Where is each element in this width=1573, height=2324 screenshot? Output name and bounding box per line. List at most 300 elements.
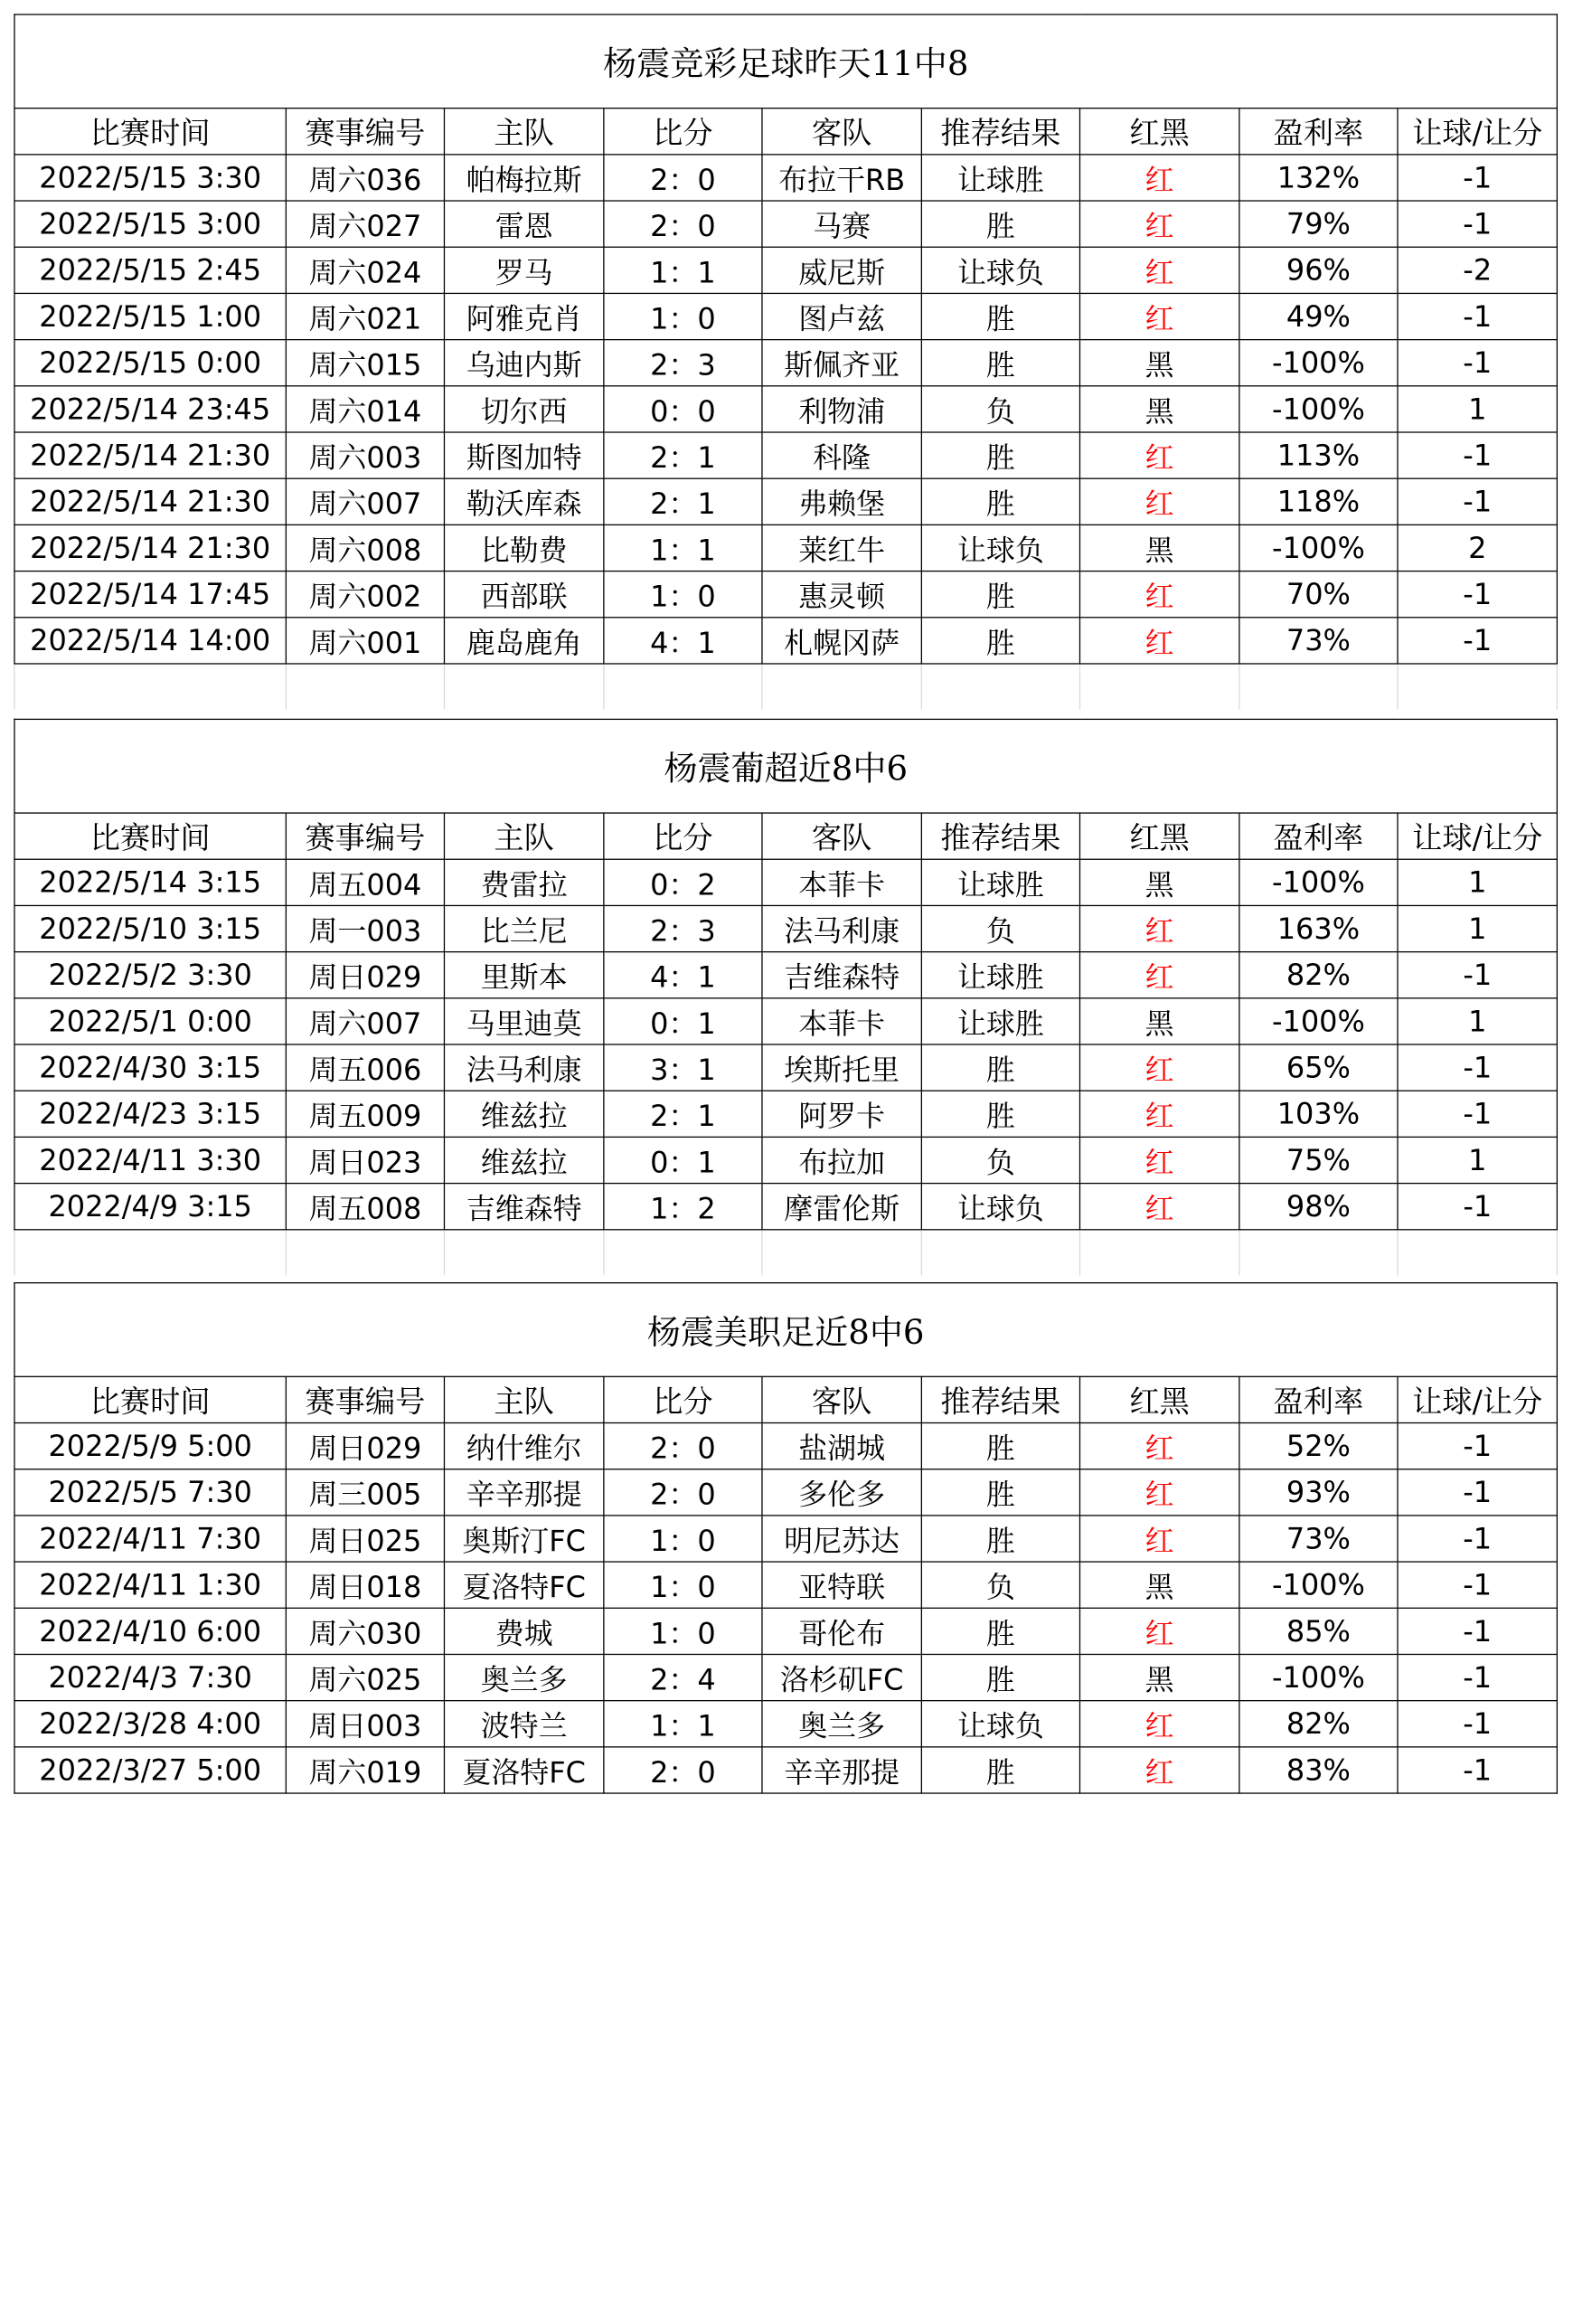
away-score: 1 <box>697 1099 716 1133</box>
empty-cell <box>1398 664 1558 710</box>
empty-cell <box>604 664 762 710</box>
score-separator: ： <box>668 209 698 243</box>
home-team: 比勒费 <box>444 524 603 571</box>
score-separator: ： <box>668 255 698 289</box>
away-score: 1 <box>697 1006 716 1040</box>
column-header: 比分 <box>604 109 762 155</box>
handicap: 2 <box>1398 524 1558 571</box>
header-row <box>14 109 1558 155</box>
profit-rate: 98% <box>1239 1184 1398 1230</box>
column-header: 比分 <box>604 813 762 859</box>
recommendation-result: 让球负 <box>921 247 1079 293</box>
recommendation-result: 让球负 <box>921 1184 1079 1230</box>
home-team: 里斯本 <box>444 952 603 998</box>
red-black-status: 红 <box>1079 432 1239 478</box>
away-team: 摩雷伦斯 <box>762 1184 921 1230</box>
handicap: 1 <box>1398 386 1558 432</box>
section-title-row <box>14 14 1558 109</box>
match-time: 2022/5/9 5:00 <box>14 1423 286 1469</box>
home-team: 斯图加特 <box>444 432 603 478</box>
match-time: 2022/4/11 7:30 <box>14 1516 286 1562</box>
profit-rate: 73% <box>1239 1516 1398 1562</box>
match-id: 周六003 <box>286 432 444 478</box>
match-row <box>14 1747 1557 1793</box>
match-id: 周六001 <box>286 618 444 664</box>
score <box>604 1701 762 1747</box>
home-score: 2 <box>650 487 669 521</box>
away-score: 1 <box>697 959 716 994</box>
away-score: 0 <box>697 1570 716 1604</box>
column-header: 盈利率 <box>1239 1376 1398 1422</box>
match-id: 周六036 <box>286 155 444 201</box>
recommendation-result: 胜 <box>921 432 1079 478</box>
header-row <box>14 1376 1557 1422</box>
home-score: 0 <box>650 1006 669 1040</box>
column-header: 比赛时间 <box>14 109 286 155</box>
home-team: 费城 <box>444 1608 603 1654</box>
home-team: 乌迪内斯 <box>444 340 603 386</box>
red-black-status: 红 <box>1079 1701 1239 1747</box>
away-score: 0 <box>697 162 716 196</box>
recommendation-result: 负 <box>921 1137 1079 1183</box>
red-black-status: 黑 <box>1079 386 1239 432</box>
match-row <box>14 998 1558 1044</box>
match-id: 周日025 <box>286 1516 444 1562</box>
match-row <box>14 1562 1557 1608</box>
away-score: 1 <box>697 439 716 475</box>
empty-cell <box>1398 1230 1558 1276</box>
match-row <box>14 1091 1558 1137</box>
column-header: 盈利率 <box>1239 109 1398 155</box>
column-header: 红黑 <box>1079 1376 1239 1422</box>
handicap: -1 <box>1398 340 1558 386</box>
handicap: 1 <box>1398 1137 1558 1183</box>
score-separator: ： <box>668 625 698 659</box>
home-team: 奥斯汀FC <box>444 1516 603 1562</box>
column-header: 让球/让分 <box>1398 109 1558 155</box>
score-separator: ： <box>668 1052 698 1087</box>
red-black-status: 红 <box>1079 478 1239 524</box>
section-table <box>14 14 1558 709</box>
away-score: 1 <box>697 255 716 289</box>
handicap: -1 <box>1398 1423 1557 1469</box>
match-id: 周五004 <box>286 859 444 905</box>
match-time: 2022/5/15 3:30 <box>14 155 286 201</box>
score-separator: ： <box>668 1616 698 1650</box>
home-score: 1 <box>650 1616 669 1650</box>
profit-rate: 49% <box>1239 293 1398 339</box>
red-black-status: 红 <box>1079 1747 1239 1793</box>
recommendation-result: 负 <box>921 386 1079 432</box>
empty-cell <box>1079 664 1239 710</box>
away-team: 布拉干RB <box>762 155 921 201</box>
empty-cell <box>762 1230 921 1276</box>
away-score: 0 <box>697 393 716 428</box>
away-score: 1 <box>697 1145 716 1179</box>
home-score: 0 <box>650 1145 669 1179</box>
handicap: -1 <box>1398 432 1558 478</box>
recommendation-result: 负 <box>921 1562 1079 1608</box>
red-black-status: 红 <box>1079 1091 1239 1137</box>
away-score: 0 <box>697 209 716 243</box>
match-time: 2022/4/3 7:30 <box>14 1654 286 1700</box>
match-time: 2022/5/15 3:00 <box>14 201 286 247</box>
match-time: 2022/5/2 3:30 <box>14 952 286 998</box>
red-black-status: 红 <box>1079 952 1239 998</box>
away-team: 惠灵顿 <box>762 572 921 618</box>
recommendation-result: 胜 <box>921 1044 1079 1091</box>
match-time: 2022/5/5 7:30 <box>14 1469 286 1516</box>
match-id: 周六014 <box>286 386 444 432</box>
section-table <box>14 1282 1558 1794</box>
home-score: 2 <box>650 439 669 475</box>
recommendation-result: 让球胜 <box>921 952 1079 998</box>
home-score: 1 <box>650 1708 669 1743</box>
empty-cell <box>444 664 603 710</box>
match-row <box>14 905 1558 951</box>
column-header: 主队 <box>444 109 603 155</box>
recommendation-result: 胜 <box>921 1469 1079 1516</box>
match-row <box>14 1044 1558 1091</box>
column-header: 比赛时间 <box>14 1376 286 1422</box>
profit-rate: 113% <box>1239 432 1398 478</box>
score <box>604 859 762 905</box>
home-score: 1 <box>650 533 669 567</box>
profit-rate: -100% <box>1239 1562 1398 1608</box>
home-team: 辛辛那提 <box>444 1469 603 1516</box>
score <box>604 998 762 1044</box>
recommendation-result: 胜 <box>921 1747 1079 1793</box>
recommendation-result: 让球负 <box>921 1701 1079 1747</box>
score <box>604 155 762 201</box>
home-score: 2 <box>650 1099 669 1133</box>
header-row <box>14 813 1558 859</box>
away-score: 3 <box>697 913 716 948</box>
profit-rate: 82% <box>1239 1701 1398 1747</box>
red-black-status: 红 <box>1079 572 1239 618</box>
away-score: 1 <box>697 1708 716 1743</box>
away-score: 3 <box>697 347 716 382</box>
home-team: 阿雅克肖 <box>444 293 603 339</box>
recommendation-result: 胜 <box>921 478 1079 524</box>
score <box>604 618 762 664</box>
match-row <box>14 1137 1558 1183</box>
empty-cell <box>1239 664 1398 710</box>
red-black-status: 红 <box>1079 155 1239 201</box>
column-header: 让球/让分 <box>1398 813 1558 859</box>
match-time: 2022/5/15 2:45 <box>14 247 286 293</box>
match-id: 周六030 <box>286 1608 444 1654</box>
score-separator: ： <box>668 1570 698 1604</box>
red-black-status: 黑 <box>1079 859 1239 905</box>
score <box>604 952 762 998</box>
profit-rate: 85% <box>1239 1608 1398 1654</box>
score <box>604 1184 762 1230</box>
column-header: 推荐结果 <box>921 813 1079 859</box>
match-id: 周日023 <box>286 1137 444 1183</box>
home-team: 罗马 <box>444 247 603 293</box>
match-time: 2022/4/23 3:15 <box>14 1091 286 1137</box>
recommendation-result: 胜 <box>921 1423 1079 1469</box>
away-score: 0 <box>697 1477 716 1511</box>
red-black-status: 红 <box>1079 1423 1239 1469</box>
profit-rate: -100% <box>1239 1654 1398 1700</box>
home-score: 1 <box>650 1570 669 1604</box>
home-team: 维兹拉 <box>444 1137 603 1183</box>
column-header: 让球/让分 <box>1398 1376 1557 1422</box>
match-row <box>14 1184 1558 1230</box>
away-team: 吉维森特 <box>762 952 921 998</box>
recommendation-result: 让球负 <box>921 524 1079 571</box>
away-score: 0 <box>697 1523 716 1557</box>
handicap: -1 <box>1398 1747 1557 1793</box>
score-separator: ： <box>668 959 698 994</box>
away-team: 阿罗卡 <box>762 1091 921 1137</box>
score <box>604 247 762 293</box>
match-id: 周六027 <box>286 201 444 247</box>
score-separator: ： <box>668 487 698 521</box>
match-time: 2022/5/10 3:15 <box>14 905 286 951</box>
recommendation-result: 胜 <box>921 293 1079 339</box>
empty-cell <box>762 664 921 710</box>
score <box>604 1137 762 1183</box>
match-time: 2022/4/11 1:30 <box>14 1562 286 1608</box>
handicap: 1 <box>1398 905 1558 951</box>
home-team: 勒沃库森 <box>444 478 603 524</box>
recommendation-result: 胜 <box>921 1091 1079 1137</box>
match-row <box>14 386 1558 432</box>
match-id: 周三005 <box>286 1469 444 1516</box>
match-id: 周六025 <box>286 1654 444 1700</box>
away-team: 布拉加 <box>762 1137 921 1183</box>
home-score: 4 <box>650 625 669 659</box>
home-team: 吉维森特 <box>444 1184 603 1230</box>
section-title-row <box>14 1283 1557 1377</box>
score-separator: ： <box>668 1662 698 1696</box>
handicap: -1 <box>1398 618 1558 664</box>
handicap: -1 <box>1398 1184 1558 1230</box>
empty-cell <box>14 1230 286 1276</box>
away-team: 盐湖城 <box>762 1423 921 1469</box>
away-team: 本菲卡 <box>762 998 921 1044</box>
match-id: 周五008 <box>286 1184 444 1230</box>
match-id: 周日029 <box>286 952 444 998</box>
score-separator: ： <box>668 1191 698 1225</box>
score-separator: ： <box>668 533 698 567</box>
match-id: 周五009 <box>286 1091 444 1137</box>
home-score: 1 <box>650 1523 669 1557</box>
away-team: 亚特联 <box>762 1562 921 1608</box>
red-black-status: 红 <box>1079 1469 1239 1516</box>
away-team: 埃斯托里 <box>762 1044 921 1091</box>
home-team: 西部联 <box>444 572 603 618</box>
match-row <box>14 1516 1557 1562</box>
section-title-row <box>14 719 1558 813</box>
home-team: 纳什维尔 <box>444 1423 603 1469</box>
match-id: 周六007 <box>286 478 444 524</box>
match-time: 2022/5/14 21:30 <box>14 432 286 478</box>
recommendation-result: 胜 <box>921 340 1079 386</box>
score-separator: ： <box>668 1006 698 1040</box>
handicap: -1 <box>1398 1091 1558 1137</box>
score-separator: ： <box>668 162 698 196</box>
recommendation-result: 让球胜 <box>921 859 1079 905</box>
home-team: 费雷拉 <box>444 859 603 905</box>
score-separator: ： <box>668 439 698 475</box>
away-score: 0 <box>697 1431 716 1465</box>
red-black-status: 红 <box>1079 1137 1239 1183</box>
home-score: 2 <box>650 209 669 243</box>
column-header: 客队 <box>762 1376 921 1422</box>
score <box>604 1091 762 1137</box>
handicap: -2 <box>1398 247 1558 293</box>
away-score: 4 <box>697 1662 716 1696</box>
spacer-row <box>14 664 1558 710</box>
match-row <box>14 572 1558 618</box>
away-team: 斯佩齐亚 <box>762 340 921 386</box>
away-score: 2 <box>697 867 716 902</box>
home-team: 法马利康 <box>444 1044 603 1091</box>
match-time: 2022/5/14 3:15 <box>14 859 286 905</box>
column-header: 推荐结果 <box>921 1376 1079 1422</box>
column-header: 客队 <box>762 109 921 155</box>
home-score: 0 <box>650 393 669 428</box>
handicap: -1 <box>1398 1044 1558 1091</box>
score-separator: ： <box>668 347 698 382</box>
profit-rate: 96% <box>1239 247 1398 293</box>
away-team: 法马利康 <box>762 905 921 951</box>
red-black-status: 红 <box>1079 293 1239 339</box>
red-black-status: 红 <box>1079 618 1239 664</box>
match-row <box>14 1701 1557 1747</box>
away-team: 哥伦布 <box>762 1608 921 1654</box>
away-team: 莱红牛 <box>762 524 921 571</box>
score <box>604 478 762 524</box>
match-time: 2022/5/14 21:30 <box>14 524 286 571</box>
match-id: 周六024 <box>286 247 444 293</box>
home-score: 1 <box>650 1191 669 1225</box>
recommendation-result: 负 <box>921 905 1079 951</box>
handicap: -1 <box>1398 572 1558 618</box>
red-black-status: 红 <box>1079 1608 1239 1654</box>
score-separator: ： <box>668 867 698 902</box>
match-time: 2022/5/14 21:30 <box>14 478 286 524</box>
score-separator: ： <box>668 1099 698 1133</box>
away-score: 1 <box>697 533 716 567</box>
red-black-status: 红 <box>1079 1516 1239 1562</box>
score-separator: ： <box>668 1145 698 1179</box>
section-title: 杨震美职足近8中6 <box>14 1283 1557 1377</box>
match-id: 周日029 <box>286 1423 444 1469</box>
match-row <box>14 432 1558 478</box>
column-header: 比分 <box>604 1376 762 1422</box>
match-id: 周日003 <box>286 1701 444 1747</box>
profit-rate: 82% <box>1239 952 1398 998</box>
home-score: 0 <box>650 867 669 902</box>
match-time: 2022/4/30 3:15 <box>14 1044 286 1091</box>
section-table <box>14 719 1558 1276</box>
away-team: 辛辛那提 <box>762 1747 921 1793</box>
handicap: -1 <box>1398 201 1558 247</box>
home-team: 雷恩 <box>444 201 603 247</box>
score <box>604 1423 762 1469</box>
profit-rate: 75% <box>1239 1137 1398 1183</box>
match-row <box>14 1469 1557 1516</box>
home-score: 1 <box>650 255 669 289</box>
handicap: -1 <box>1398 1562 1557 1608</box>
profit-rate: 132% <box>1239 155 1398 201</box>
home-team: 维兹拉 <box>444 1091 603 1137</box>
home-team: 夏洛特FC <box>444 1562 603 1608</box>
home-score: 1 <box>650 579 669 613</box>
score-separator: ： <box>668 913 698 948</box>
score-separator: ： <box>668 1431 698 1465</box>
handicap: -1 <box>1398 1654 1557 1700</box>
home-score: 2 <box>650 1662 669 1696</box>
score <box>604 1044 762 1091</box>
match-id: 周六008 <box>286 524 444 571</box>
match-row <box>14 340 1558 386</box>
away-team: 多伦多 <box>762 1469 921 1516</box>
red-black-status: 红 <box>1079 905 1239 951</box>
column-header: 比赛时间 <box>14 813 286 859</box>
score-separator: ： <box>668 301 698 335</box>
score <box>604 201 762 247</box>
empty-cell <box>1079 1230 1239 1276</box>
home-score: 2 <box>650 913 669 948</box>
home-team: 鹿岛鹿角 <box>444 618 603 664</box>
away-team: 图卢兹 <box>762 293 921 339</box>
score <box>604 1654 762 1700</box>
section-title: 杨震竞彩足球昨天11中8 <box>14 14 1558 109</box>
score-separator: ： <box>668 579 698 613</box>
profit-rate: -100% <box>1239 524 1398 571</box>
away-team: 本菲卡 <box>762 859 921 905</box>
score <box>604 572 762 618</box>
match-time: 2022/5/14 23:45 <box>14 386 286 432</box>
score <box>604 1747 762 1793</box>
red-black-status: 黑 <box>1079 524 1239 571</box>
profit-rate: 70% <box>1239 572 1398 618</box>
away-team: 弗赖堡 <box>762 478 921 524</box>
red-black-status: 黑 <box>1079 340 1239 386</box>
empty-cell <box>921 1230 1079 1276</box>
red-black-status: 红 <box>1079 1184 1239 1230</box>
away-team: 奥兰多 <box>762 1701 921 1747</box>
away-score: 2 <box>697 1191 716 1225</box>
recommendation-result: 胜 <box>921 201 1079 247</box>
home-score: 2 <box>650 162 669 196</box>
handicap: -1 <box>1398 155 1558 201</box>
home-team: 切尔西 <box>444 386 603 432</box>
match-row <box>14 201 1558 247</box>
score-separator: ： <box>668 1523 698 1557</box>
away-score: 1 <box>697 1052 716 1087</box>
handicap: -1 <box>1398 478 1558 524</box>
away-team: 札幌冈萨 <box>762 618 921 664</box>
handicap: -1 <box>1398 952 1558 998</box>
recommendation-result: 胜 <box>921 1654 1079 1700</box>
home-team: 波特兰 <box>444 1701 603 1747</box>
match-row <box>14 293 1558 339</box>
home-team: 马里迪莫 <box>444 998 603 1044</box>
profit-rate: -100% <box>1239 859 1398 905</box>
profit-rate: 73% <box>1239 618 1398 664</box>
column-header: 客队 <box>762 813 921 859</box>
red-black-status: 红 <box>1079 1044 1239 1091</box>
score <box>604 1608 762 1654</box>
away-score: 0 <box>697 1616 716 1650</box>
